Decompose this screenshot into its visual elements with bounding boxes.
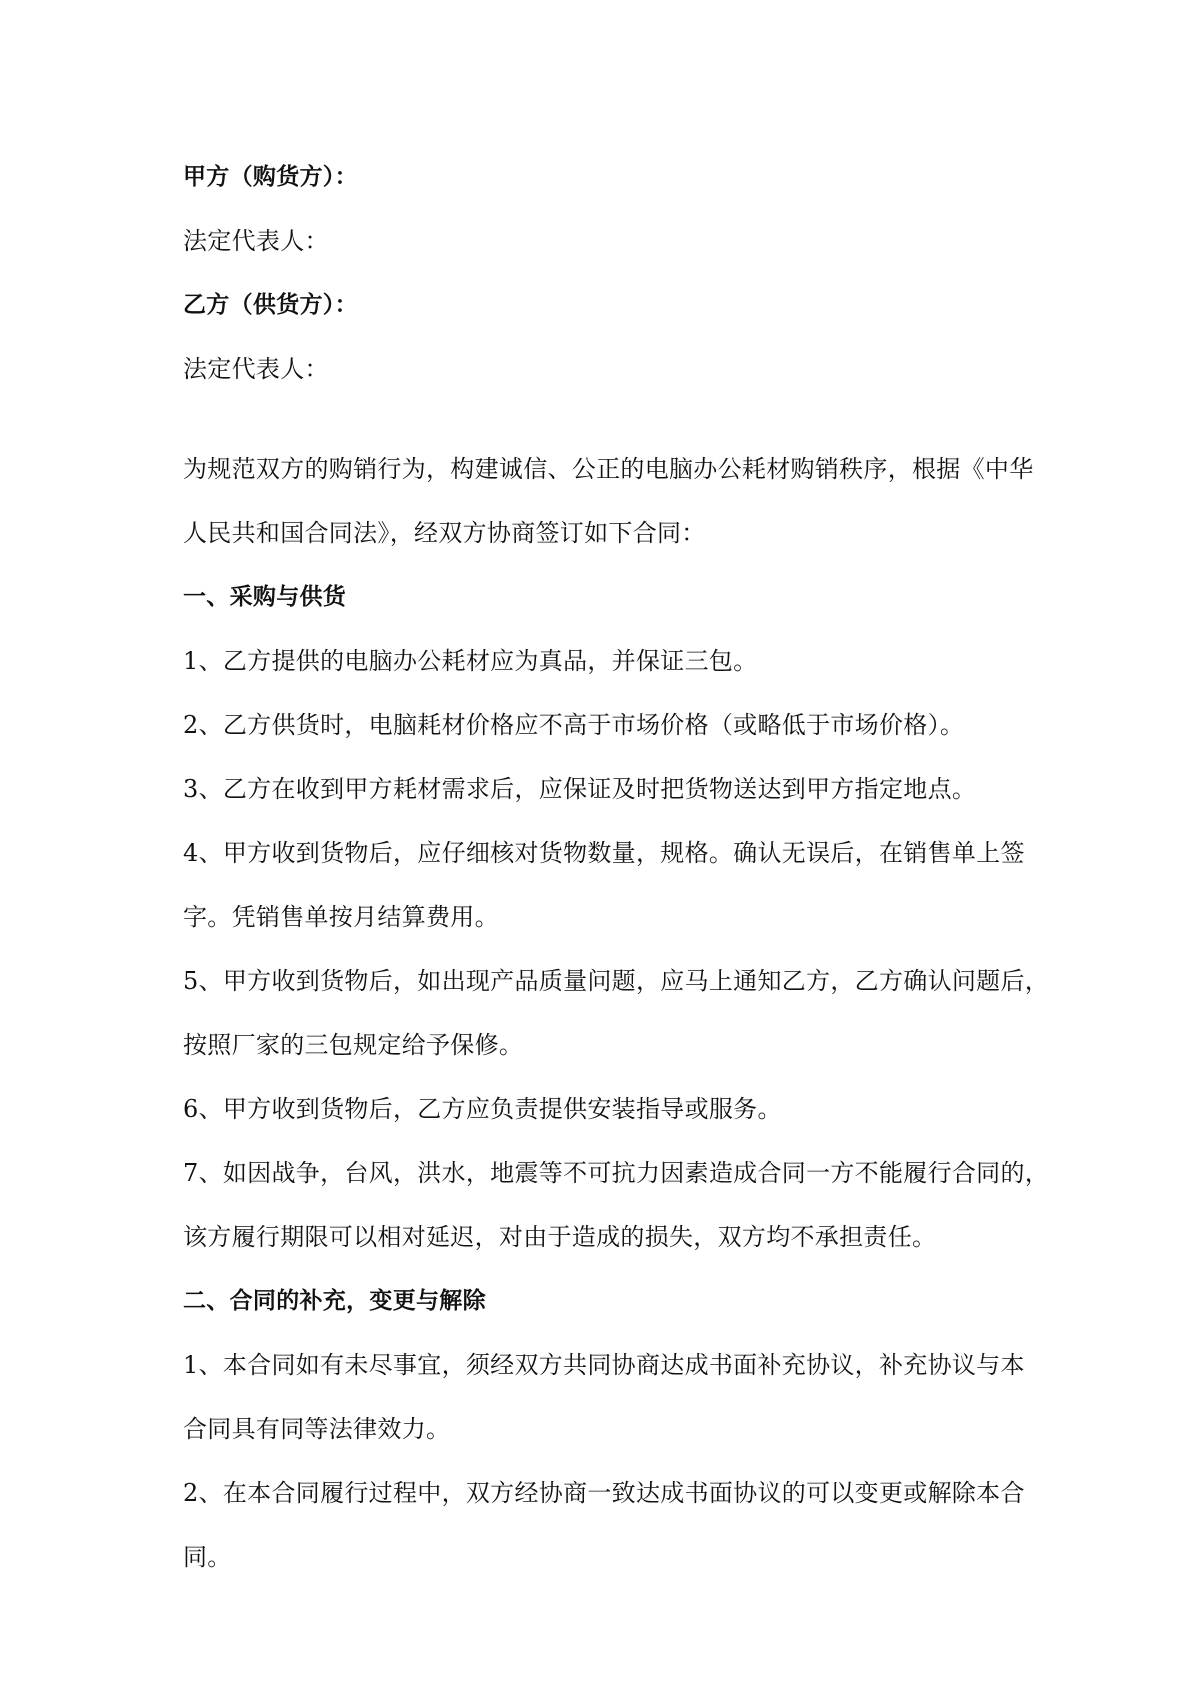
section-1-heading: 一、采购与供货 <box>183 584 347 610</box>
section-2-line: 同。 <box>183 1543 232 1571</box>
section-1-line: 字。凭销售单按月结算费用。 <box>183 903 499 931</box>
section-1-line: 4、甲方收到货物后，应仔细核对货物数量，规格。确认无误后，在销售单上签 <box>183 839 1025 867</box>
section-1-line: 按照厂家的三包规定给予保修。 <box>183 1031 524 1059</box>
section-1-line: 6、甲方收到货物后，乙方应负责提供安装指导或服务。 <box>183 1095 782 1123</box>
party-b-representative: 法定代表人： <box>183 355 329 383</box>
party-b-heading: 乙方（供货方）： <box>183 292 358 318</box>
section-1-line: 7、如因战争，台风，洪水，地震等不可抗力因素造成合同一方不能履行合同的， <box>183 1159 1050 1187</box>
section-2-line: 合同具有同等法律效力。 <box>183 1415 451 1443</box>
section-2-line: 2、在本合同履行过程中，双方经协商一致达成书面协议的可以变更或解除本合 <box>183 1479 1025 1507</box>
preamble-line-2: 人民共和国合同法》，经双方协商签订如下合同： <box>183 519 706 547</box>
section-2-line: 1、本合同如有未尽事宜，须经双方共同协商达成书面补充协议，补充协议与本 <box>183 1351 1025 1379</box>
party-a-representative: 法定代表人： <box>183 227 329 255</box>
section-1-line: 3、乙方在收到甲方耗材需求后，应保证及时把货物送达到甲方指定地点。 <box>183 775 977 803</box>
preamble-line-1: 为规范双方的购销行为，构建诚信、公正的电脑办公耗材购销秩序，根据《中华 <box>183 455 1034 483</box>
section-1-line: 1、乙方提供的电脑办公耗材应为真品，并保证三包。 <box>183 647 758 675</box>
party-a-heading: 甲方（购货方）： <box>183 164 358 190</box>
section-1-line: 5、甲方收到货物后，如出现产品质量问题，应马上通知乙方，乙方确认问题后， <box>183 967 1050 995</box>
section-1-line: 2、乙方供货时，电脑耗材价格应不高于市场价格（或略低于市场价格）。 <box>183 711 965 739</box>
section-2-heading: 二、合同的补充，变更与解除 <box>183 1288 486 1314</box>
section-1-line: 该方履行期限可以相对延迟，对由于造成的损失，双方均不承担责任。 <box>183 1223 937 1251</box>
